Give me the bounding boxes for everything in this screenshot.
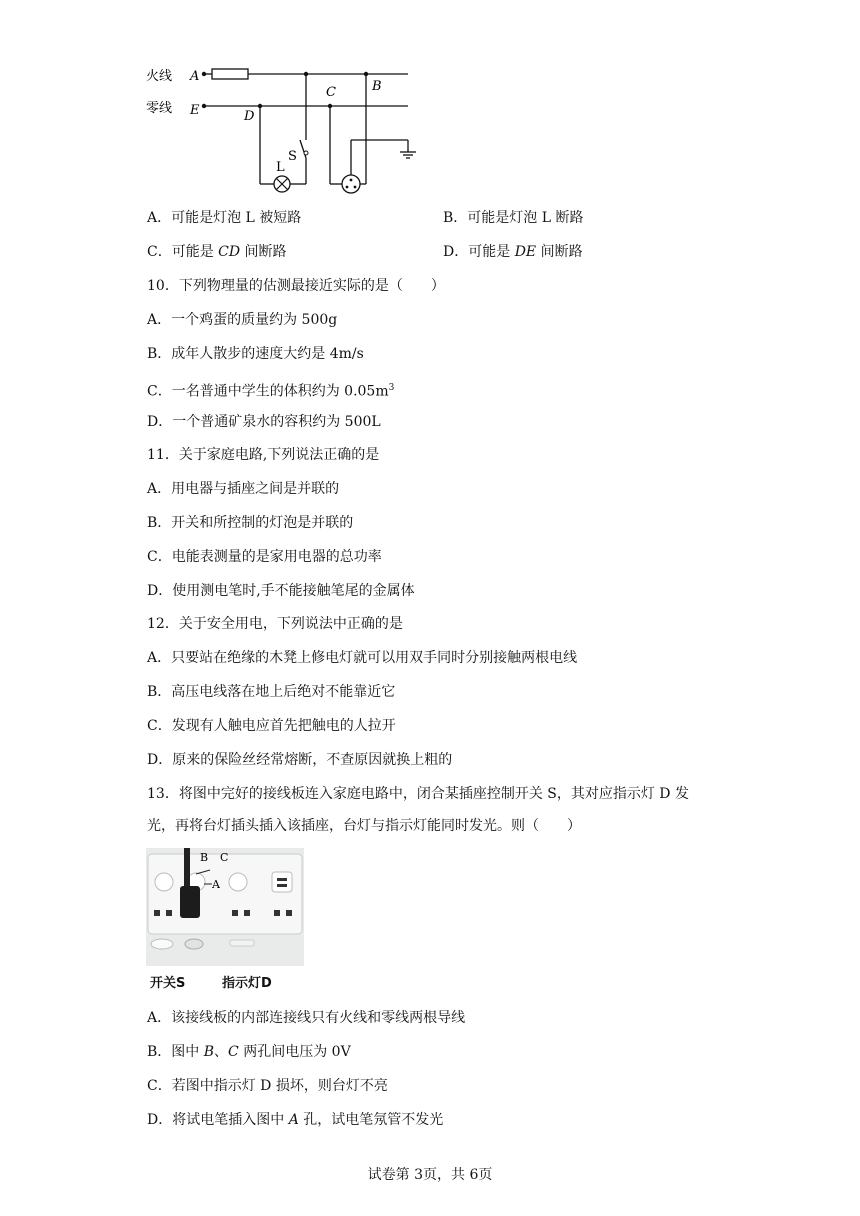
switch-contact	[304, 151, 308, 155]
q13-option-b-hole-c: C	[228, 1044, 239, 1060]
q13-option-b-hole-b: B	[203, 1044, 215, 1060]
q9-option-a: A．可能是灯泡 L 被短路	[147, 210, 302, 226]
photo-caption-switch: 开关S	[150, 976, 186, 991]
q13-stem-line-1: 13．将图中完好的接线板连入家庭电路中，闭合某插座控制开关 S，其对应指示灯 D 发	[147, 786, 689, 802]
socket-hole-left	[346, 186, 349, 189]
q13-stem-line-2: 光，再将台灯插头插入该插座，台灯与指示灯能同时发光。则（ ）	[147, 818, 581, 834]
socket-icon	[342, 175, 360, 193]
q12-option-d: D．原来的保险丝经常熔断，不查原因就换上粗的	[147, 752, 453, 768]
q9-option-c-segment: CD	[218, 244, 241, 260]
q13-option-d	[147, 1111, 443, 1129]
power-strip-photo	[146, 848, 304, 966]
q13-option-a: A．该接线板的内部连接线只有火线和零线两根导线	[147, 1010, 466, 1026]
q13-option-b-suffix: 两孔间电压为 0V	[238, 1044, 351, 1060]
live-wire-label: 火线	[146, 69, 173, 84]
photo-label-c: C	[220, 851, 229, 864]
q9-option-d	[443, 243, 583, 261]
q9-option-d-prefix: D．可能是	[443, 244, 515, 260]
point-b-label: B	[372, 79, 382, 94]
q11-option-a: A．用电器与插座之间是并联的	[147, 481, 340, 497]
q13-option-d-hole: A	[288, 1112, 299, 1128]
neutral-wire-label: 零线	[146, 101, 173, 116]
point-e-label: E	[190, 103, 200, 118]
q12-option-a: A．只要站在绝缘的木凳上修电灯就可以用双手同时分别接触两根电线	[147, 650, 578, 666]
q10-option-b: B．成年人散步的速度大约是 4m/s	[147, 346, 364, 362]
photo-caption-indicator: 指示灯D	[222, 976, 272, 991]
q11-option-c: C．电能表测量的是家用电器的总功率	[147, 549, 382, 565]
q11-option-b: B．开关和所控制的灯泡是并联的	[147, 515, 354, 531]
q10-option-c-text: C．一名普通中学生的体积约为 0.05m	[147, 383, 389, 400]
lamp-label: L	[276, 160, 285, 175]
q13-option-d-suffix: 孔，试电笔氖管不发光	[298, 1112, 444, 1128]
q13-option-b-separator: 、	[214, 1044, 229, 1060]
photo-label-b: B	[200, 851, 209, 864]
q10-option-c	[147, 379, 394, 401]
q12-option-c: C．发现有人触电应首先把触电的人拉开	[147, 718, 396, 734]
q13-option-c: C．若图中指示灯 D 损坏，则台灯不亮	[147, 1078, 388, 1094]
q10-option-a: A．一个鸡蛋的质量约为 500g	[147, 312, 338, 328]
q9-option-d-segment: DE	[514, 244, 537, 260]
q10-option-d: D．一个普通矿泉水的容积约为 500L	[147, 414, 381, 430]
q13-option-d-prefix: D．将试电笔插入图中	[147, 1112, 289, 1128]
q11-stem: 11．关于家庭电路,下列说法正确的是	[147, 447, 380, 463]
photo-label-a: A	[212, 878, 220, 891]
circuit-diagram	[140, 60, 430, 200]
fuse	[212, 69, 248, 79]
q12-option-b: B．高压电线落在地上后绝对不能靠近它	[147, 684, 396, 700]
point-a-label: A	[190, 69, 200, 84]
point-c-label: C	[326, 85, 336, 100]
q10-stem: 10．下列物理量的估测最接近实际的是（ ）	[147, 278, 445, 294]
q12-stem: 12．关于安全用电，下列说法中正确的是	[147, 616, 403, 632]
q9-option-d-suffix: 间断路	[536, 244, 583, 260]
socket-hole-top	[350, 179, 353, 182]
socket-hole-right	[354, 186, 357, 189]
q9-option-c-prefix: C．可能是	[147, 244, 219, 260]
q9-option-c-suffix: 间断路	[240, 244, 287, 260]
q13-option-b	[147, 1043, 351, 1061]
q10-option-c-superscript: 3	[388, 383, 395, 393]
q13-option-b-prefix: B．图中	[147, 1044, 204, 1060]
power-strip-illustration	[146, 848, 304, 966]
page-footer: 试卷第 3页，共 6页	[367, 1167, 493, 1183]
point-d-label: D	[244, 109, 255, 124]
switch-label: S	[288, 149, 297, 164]
q9-option-b: B．可能是灯泡 L 断路	[443, 210, 584, 226]
q11-option-d: D．使用测电笔时,手不能接触笔尾的金属体	[147, 583, 415, 599]
q9-option-c	[147, 243, 287, 261]
